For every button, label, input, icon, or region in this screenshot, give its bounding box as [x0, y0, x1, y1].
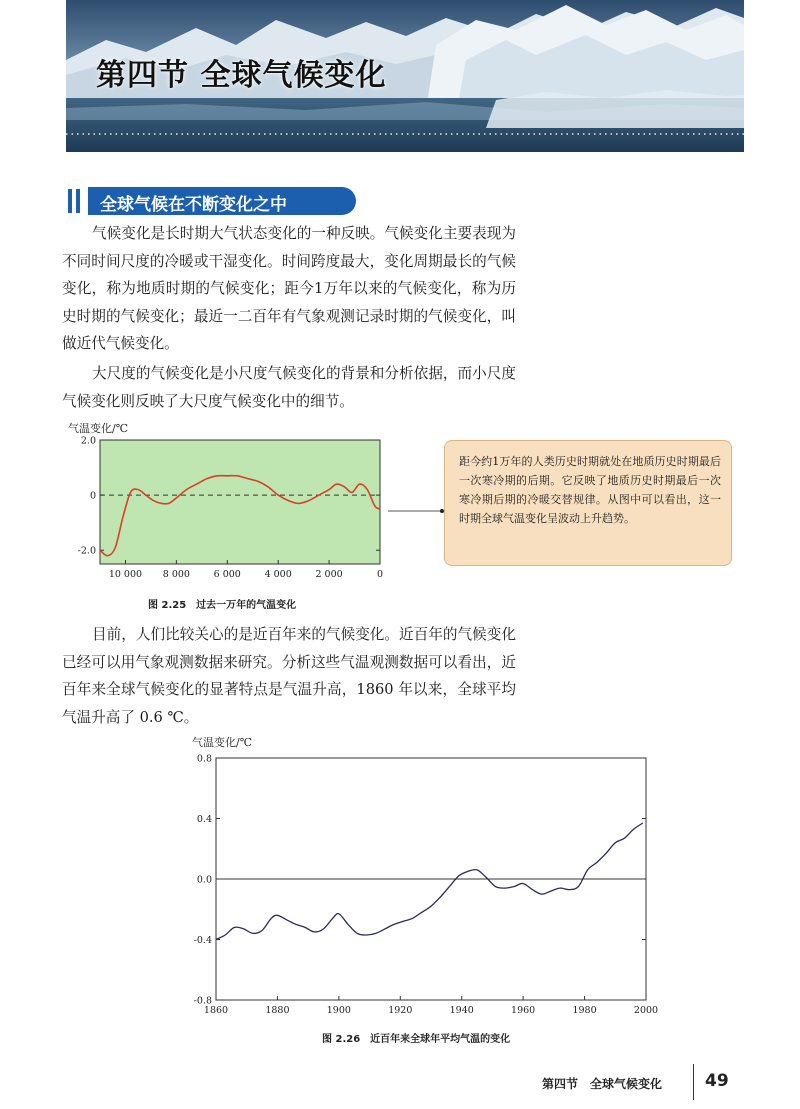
y-tick-label: -2.0: [77, 545, 96, 557]
y-tick-label: 0.4: [196, 814, 212, 825]
x-tick-label: 10 000: [108, 569, 143, 580]
paragraph-3: [62, 621, 516, 731]
side-note: [444, 440, 732, 566]
subsection-title: 全球气候在不断变化之中: [100, 195, 287, 215]
x-tick-label: 4 000: [264, 569, 292, 580]
x-tick-label: 1860: [203, 1005, 229, 1016]
x-tick-label: 1920: [388, 1005, 413, 1016]
page-number: 49: [705, 1071, 729, 1091]
y-tick-label: -0.4: [193, 935, 212, 946]
y-tick-label: 0: [89, 490, 96, 502]
y-tick-label: -0.8: [193, 995, 212, 1007]
x-tick-label: 6 000: [213, 569, 241, 580]
callout-connector: [388, 500, 446, 520]
subsection-heading: [66, 187, 356, 215]
temperature-10000-years-chart: [60, 418, 390, 594]
x-tick-label: 0: [376, 569, 384, 580]
chart2-ylabel: 气温变化/℃: [192, 736, 253, 749]
footer-divider: [693, 1064, 694, 1100]
figure-2-26-caption: 图 2.26 近百年来全球年平均气温的变化: [322, 1034, 511, 1045]
paragraph-1: [62, 220, 516, 358]
double-bar-icon: [66, 187, 84, 215]
x-tick-label: 8 000: [162, 569, 190, 580]
paragraph-3-text: 目前，人们比较关心的是近百年来的气候变化。近百年的气候变化已经可以用气象观测数据来研究。分析这些气温观测数据可以看出，近百年来全球气候变化的显著特点是气温升高，1860 年以来，全球平均气温升高了 0.6 ℃。: [62, 626, 516, 726]
paragraph-2: [62, 360, 516, 415]
x-tick-label: 1960: [511, 1005, 536, 1016]
paragraph-1-text: 气候变化是长时期大气状态变化的一种反映。气候变化主要表现为不同时间尺度的冷暖或干湿变化。时间跨度最大，变化周期最长的气候变化，称为地质时期的气候变化；距今1万年以来的气候变化，称为历史时期的气候变化；最近一二百年有气象观测记录时期的气候变化，叫做近代气候变化。: [62, 225, 516, 352]
x-tick-label: 1980: [572, 1005, 597, 1016]
x-tick-label: 1940: [449, 1005, 474, 1016]
paragraph-2-text: 大尺度的气候变化是小尺度气候变化的背景和分析依据，而小尺度气候变化则反映了大尺度气候变化中的细节。: [62, 365, 516, 410]
x-tick-label: 1880: [265, 1005, 290, 1016]
chart1-ylabel: 气温变化/℃: [68, 422, 129, 435]
y-tick-label: 0.8: [196, 753, 212, 765]
y-tick-label: 0.0: [196, 874, 212, 886]
y-tick-label: 2.0: [80, 435, 96, 447]
x-tick-label: 2000: [633, 1005, 659, 1016]
figure-2-25-caption: 图 2.25 过去一万年的气温变化: [148, 600, 297, 611]
section-title: 第四节 全球气候变化: [96, 58, 387, 93]
plot-area: [100, 440, 380, 564]
side-note-text: 距今约1万年的人类历史时期就处在地质历史时期最后一次寒冷期的后期。它反映了地质历史时期最后一次寒冷期后期的冷暖交替规律。从图中可以看出，这一时期全球气温变化呈波动上升趋势。: [459, 455, 721, 525]
x-tick-label: 2 000: [315, 569, 343, 580]
header-banner: [66, 0, 744, 152]
temperature-century-chart: [180, 732, 660, 1022]
x-tick-label: 1900: [326, 1005, 351, 1016]
footer-section-label: 第四节 全球气候变化: [542, 1077, 663, 1091]
